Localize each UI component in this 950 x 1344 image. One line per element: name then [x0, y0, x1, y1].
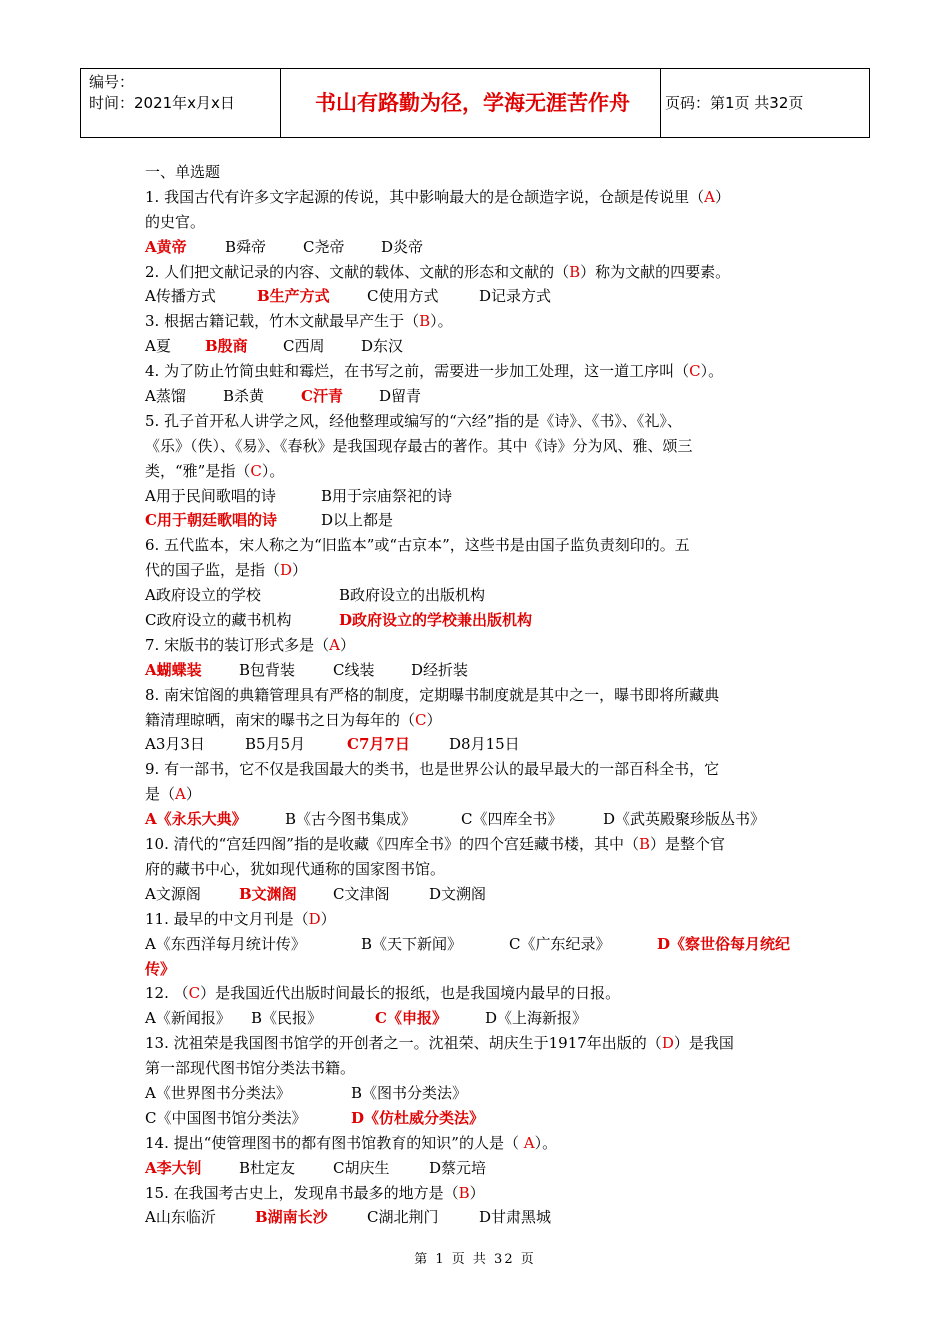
- correct-answer-option: C汗青: [301, 387, 343, 406]
- answer-key: D: [308, 909, 321, 928]
- answer-option: B舜帝: [225, 237, 267, 256]
- question-text: 类，“雅”是指（C）。: [145, 461, 285, 480]
- answer-option: D甘肃黑城: [479, 1208, 552, 1227]
- answer-key: B: [638, 835, 650, 854]
- correct-answer-option: C用于朝廷歌唱的诗: [145, 511, 277, 530]
- answer-key: B: [419, 312, 431, 331]
- answer-option: C西周: [283, 337, 325, 356]
- answer-key: C: [250, 461, 262, 480]
- answer-options: [145, 732, 810, 757]
- answer-options: [145, 1006, 810, 1031]
- correct-answer-option: A黄帝: [145, 237, 187, 256]
- answer-option: C尧帝: [303, 237, 345, 256]
- answer-option: A《世界图书分类法》: [145, 1083, 291, 1102]
- answer-options: [145, 508, 810, 533]
- answer-option: D文溯阁: [429, 884, 487, 903]
- header-divider-1: [280, 69, 281, 137]
- answer-option: C《中国图书馆分类法》: [145, 1108, 307, 1127]
- question-text: 是（A）: [145, 785, 201, 804]
- answer-options: [145, 1081, 810, 1106]
- answer-option: A用于民间歌唱的诗: [145, 486, 276, 505]
- answer-option: D炎帝: [381, 237, 424, 256]
- answer-key: B: [569, 262, 581, 281]
- header-page-number: 页码：第1页 共32页: [665, 94, 804, 112]
- correct-answer-option: B生产方式: [257, 287, 330, 306]
- answer-key: A: [329, 635, 340, 654]
- answer-option: B杀黄: [223, 387, 265, 406]
- answer-key: A: [523, 1133, 535, 1152]
- question-text: 5. 孔子首开私人讲学之风，经他整理或编写的“六经”指的是《诗》、《书》、《礼》、: [145, 411, 682, 430]
- answer-key: A: [175, 785, 186, 804]
- header-table: [80, 68, 870, 138]
- header-border-right: [869, 69, 870, 137]
- answer-option: C文津阁: [333, 884, 390, 903]
- answer-options: [145, 334, 810, 359]
- answer-option: B《古今图书集成》: [285, 810, 417, 829]
- question-text: 第一部现代图书馆分类法书籍。: [145, 1059, 356, 1078]
- answer-key: C: [415, 710, 427, 729]
- answer-option: C线装: [333, 660, 375, 679]
- question-text: 《乐》（佚）、《易》、《春秋》是我国现存最古的著作。其中《诗》分为风、雅、颂三: [145, 436, 693, 455]
- correct-answer-option: D《察世俗每月统纪: [657, 934, 791, 953]
- answer-option: A《新闻报》: [145, 1009, 231, 1028]
- answer-option: A《东西洋每月统计传》: [145, 934, 306, 953]
- answer-option: C《广东纪录》: [509, 934, 611, 953]
- correct-answer-option: A《永乐大典》: [145, 810, 247, 829]
- answer-option: D8月15日: [449, 735, 520, 754]
- question-text: 代的国子监，是指（D）: [145, 561, 308, 580]
- answer-option: B包背装: [239, 660, 296, 679]
- answer-options: [145, 284, 810, 309]
- answer-options: [145, 235, 810, 260]
- answer-option: A政府设立的学校: [145, 586, 261, 605]
- question-text: 8. 南宋馆阁的典籍管理具有严格的制度，定期曝书制度就是其中之一，曝书即将所藏典: [145, 685, 720, 704]
- question-text: 11. 最早的中文月刊是（D）: [145, 909, 336, 928]
- answer-option: B《天下新闻》: [361, 934, 463, 953]
- answer-options: [145, 484, 810, 509]
- question-list: [145, 185, 810, 1230]
- page-footer: 第 1 页 共 32 页: [414, 1252, 536, 1267]
- answer-option: C湖北荆门: [367, 1208, 439, 1227]
- answer-option: D《武英殿聚珍版丛书》: [603, 810, 766, 829]
- answer-option: A传播方式: [145, 287, 216, 306]
- answer-key: D: [280, 561, 293, 580]
- header-border-left: [80, 69, 81, 137]
- answer-options: [145, 384, 810, 409]
- correct-answer-option: 传》: [145, 959, 176, 978]
- answer-options: [145, 882, 810, 907]
- answer-option: B用于宗庙祭祀的诗: [321, 486, 453, 505]
- answer-options: [145, 608, 810, 633]
- correct-answer-option: B湖南长沙: [255, 1208, 328, 1227]
- answer-key: A: [704, 187, 715, 206]
- header-meta: [89, 72, 235, 114]
- answer-option: B《民报》: [251, 1009, 323, 1028]
- correct-answer-option: A李大钊: [145, 1158, 202, 1177]
- answer-option: B政府设立的出版机构: [339, 586, 486, 605]
- answer-option: D经折装: [411, 660, 469, 679]
- answer-options: [145, 1156, 810, 1181]
- correct-answer-option: B殷商: [205, 337, 248, 356]
- answer-option: A蒸馏: [145, 387, 186, 406]
- answer-key: C: [689, 362, 701, 381]
- correct-answer-option: C7月7日: [347, 735, 410, 754]
- answer-option: C《四库全书》: [461, 810, 563, 829]
- answer-option: D东汉: [361, 337, 404, 356]
- answer-option: C政府设立的藏书机构: [145, 611, 292, 630]
- question-text: 9. 有一部书，它不仅是我国最大的类书，也是世界公认的最早最大的一部百科全书，它: [145, 760, 720, 779]
- answer-option: D蔡元培: [429, 1158, 487, 1177]
- answer-options: [145, 658, 810, 683]
- correct-answer-option: B文渊阁: [239, 884, 297, 903]
- correct-answer-option: C《申报》: [375, 1009, 447, 1028]
- document-body: [145, 160, 810, 1230]
- header-motto: 书山有路勤为径，学海无涯苦作舟: [315, 91, 630, 115]
- answer-option: A文源阁: [145, 884, 201, 903]
- question-text: 14. 提出“使管理图书的都有图书馆教育的知识”的人是（ A）。: [145, 1133, 558, 1152]
- answer-option: B《图书分类法》: [351, 1083, 468, 1102]
- answer-option: C胡庆生: [333, 1158, 390, 1177]
- answer-options: [145, 583, 810, 608]
- header-number: 编号：: [89, 73, 135, 91]
- section-title: 一、单选题: [145, 163, 221, 181]
- question-text: 6. 五代监本，宋人称之为“旧监本”或“古京本”，这些书是由国子监负责刻印的。五: [145, 536, 690, 555]
- answer-option: A山东临沂: [145, 1208, 216, 1227]
- answer-option: D以上都是: [321, 511, 394, 530]
- answer-option: C使用方式: [367, 287, 439, 306]
- question-text: 的史官。: [145, 212, 206, 231]
- answer-option: B杜定友: [239, 1158, 296, 1177]
- question-text: 7. 宋版书的装订形式多是（A）: [145, 635, 355, 654]
- answer-key: C: [188, 984, 201, 1003]
- question-text: 3. 根据古籍记载，竹木文献最早产生于（B）。: [145, 312, 453, 331]
- question-text: 2. 人们把文献记录的内容、文献的载体、文献的形态和文献的（B）称为文献的四要素。: [145, 262, 731, 281]
- header-divider-2: [660, 69, 661, 137]
- question-text: 10. 清代的“宫廷四阁”指的是收藏《四库全书》的四个宫廷藏书楼，其中（B）是整个官: [145, 835, 726, 854]
- answer-option: B5月5月: [245, 735, 306, 754]
- question-text: 15. 在我国考古史上，发现帛书最多的地方是（B）: [145, 1183, 485, 1202]
- answer-option: D记录方式: [479, 287, 552, 306]
- question-text: 籍清理晾晒，南宋的曝书之日为每年的（C）: [145, 710, 442, 729]
- answer-key: D: [661, 1034, 674, 1053]
- answer-options: [145, 1205, 810, 1230]
- answer-option: D《上海新报》: [485, 1009, 588, 1028]
- question-text: 12. （C）是我国近代出版时间最长的报纸，也是我国境内最早的日报。: [145, 984, 621, 1003]
- answer-option: A夏: [145, 337, 171, 356]
- answer-options: [145, 1106, 810, 1131]
- answer-option: D留青: [379, 387, 422, 406]
- correct-answer-option: D政府设立的学校兼出版机构: [339, 611, 533, 630]
- correct-answer-option: A蝴蝶装: [145, 660, 202, 679]
- answer-options: [145, 932, 810, 957]
- question-text: 1. 我国古代有许多文字起源的传说，其中影响最大的是仓颉造字说，仓颉是传说里（A）: [145, 187, 730, 206]
- answer-option: A3月3日: [145, 735, 205, 754]
- question-text: 4. 为了防止竹简虫蛀和霉烂，在书写之前，需要进一步加工处理，这一道工序叫（C）。: [145, 362, 724, 381]
- question-text: 府的藏书中心，犹如现代通称的国家图书馆。: [145, 859, 446, 878]
- question-text: 13. 沈祖荣是我国图书馆学的开创者之一。沈祖荣、胡庆生于1917年出版的（D）是我国: [145, 1034, 734, 1053]
- header-date: 时间：2021年x月x日: [89, 94, 235, 112]
- answer-key: B: [458, 1183, 470, 1202]
- answer-options: [145, 807, 810, 832]
- correct-answer-option: D《仿杜威分类法》: [351, 1108, 485, 1127]
